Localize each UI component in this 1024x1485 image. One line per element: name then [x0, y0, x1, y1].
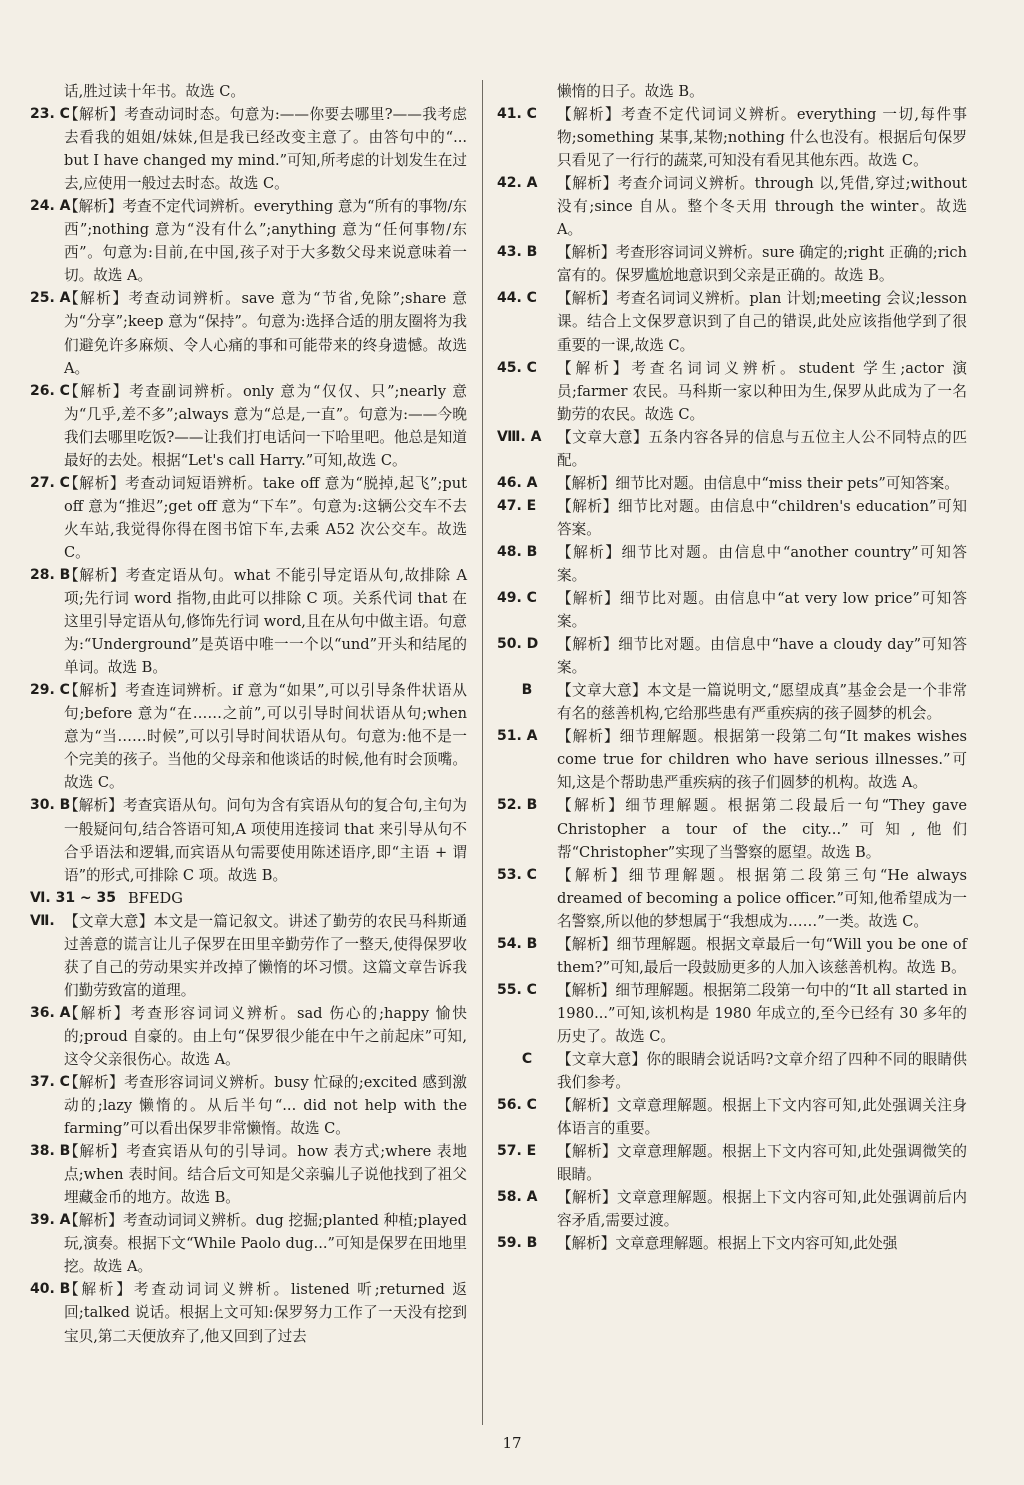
explanation-text: 【解析】细节理解题。根据第二段最后一句“They gave Christopher a tour of the city...”可知,他们帮“Christopher”实现了当警察的愿望。故选 B。 [557, 797, 967, 861]
explanation-text: 【解析】考查形容词词义辨析。busy 忙碌的;excited 感到激动的;lazy 懒惰的。从后半句“... did not help with the farming”可以看出保罗非常懒惰。故选 C。 [64, 1074, 467, 1138]
answer-entry [497, 172, 967, 241]
question-number: Ⅶ. [30, 912, 55, 929]
answer-entry [497, 725, 967, 794]
explanation-text: 【解析】细节比对题。由信息中“children's education”可知答案。 [557, 497, 967, 538]
explanation-text: 【解析】细节比对题。由信息中“at very low price”可知答案。 [557, 590, 967, 631]
explanation-text: 【解析】细节理解题。根据第一段第二句“It makes wishes come true for children who have serious illnesses.”可知,这是个帮助患严重疾病的孩子们圆梦的机构。故选 A。 [557, 728, 967, 792]
answer-entry [497, 472, 967, 495]
explanation-text: 【文章大意】你的眼睛会说话吗?文章介绍了四种不同的眼睛供我们参考。 [557, 1050, 967, 1092]
question-number: 42. A [497, 175, 538, 192]
question-number: 52. B [497, 797, 538, 814]
question-number: 23. C [30, 106, 70, 123]
answer-entry [30, 472, 467, 564]
answer-entry [497, 287, 967, 356]
explanation-text: 【解析】考查介词词义辨析。through 以,凭借,穿过;without 没有;since 自从。整个冬天用 through the winter。故选 A。 [557, 175, 967, 239]
answer-entry [30, 679, 467, 794]
answer-entry [497, 1186, 967, 1232]
explanation-text: 【解析】细节比对题。由信息中“another country”可知答案。 [557, 543, 967, 584]
explanation-text: 【解析】文章意理解题。根据上下文内容可知,此处强调微笑的眼睛。 [557, 1143, 967, 1184]
question-number: 53. C [497, 866, 537, 883]
explanation-text: 【解析】考查不定代词辨析。everything 意为“所有的事物/东西”;nothing 意为“没有什么”;anything 意为“任何事物/东西”。句意为:目前,在中国,孩子对于大多数父母来说意味着一切。故选 A。 [64, 198, 467, 285]
question-number: 39. A [30, 1212, 71, 1229]
answer-entry [30, 80, 467, 103]
question-number: 51. A [497, 728, 538, 745]
answer-entry [30, 1278, 467, 1347]
question-number: 26. C [30, 382, 70, 399]
explanation-text: 【解析】考查动词词义辨析。listened 听;returned 返回;talked 说话。根据上文可知:保罗努力工作了一天没有挖到宝贝,第二天便放弃了,他又回到了过去 [64, 1281, 467, 1345]
explanation-text: 【解析】文章意理解题。根据上下文内容可知,此处强 [557, 1235, 898, 1253]
question-number: 40. B [30, 1281, 71, 1298]
question-number: 58. A [497, 1189, 538, 1206]
question-number: 24. A [30, 198, 71, 215]
answer-entry [497, 979, 967, 1048]
explanation-text: BFEDG [128, 889, 183, 907]
answer-entry [30, 887, 467, 910]
answer-entry [497, 103, 967, 172]
explanation-text: 【解析】细节理解题。根据第二段第三句“He always dreamed of becoming a police officer.”可知,他希望成为一名警察,所以他的梦想属于“我想成为……”一类。故选 C。 [557, 866, 967, 930]
page-number: 17 [502, 1434, 522, 1452]
explanation-text: 【解析】考查不定代词词义辨析。everything 一切,每件事物;something 某事,某物;nothing 什么也没有。根据后句保罗只看见了一行行的蔬菜,可知没有看见其他东西。故选 C。 [557, 106, 967, 170]
explanation-text: 【解析】考查连词辨析。if 意为“如果”,可以引导条件状语从句;before 意为“在……之前”,可以引导时间状语从句;when 意为“当……时候”,可以引导时间状语从句。句意为:他不是一个完美的孩子。当他的父母亲和他谈话的时候,他有时会顶嘴。故选 C。 [64, 682, 467, 792]
left-column [30, 80, 467, 1348]
answer-entry [497, 426, 967, 472]
answer-entry [30, 794, 467, 886]
question-number: 45. C [497, 359, 537, 376]
question-number: 46. A [497, 474, 538, 491]
continued-text: 话,胜过读十年书。故选 C。 [64, 83, 245, 100]
answer-entry [497, 679, 967, 725]
column-divider [482, 80, 483, 1425]
answer-entry [497, 1140, 967, 1186]
answer-entry [497, 541, 967, 587]
explanation-text: 【解析】细节理解题。根据文章最后一句“Will you be one of them?”可知,最后一段鼓励更多的人加入该慈善机构。故选 B。 [557, 935, 967, 976]
question-number: 28. B [30, 566, 71, 583]
explanation-text: 【解析】考查副词辨析。only 意为“仅仅、只”;nearly 意为“几乎,差不多”;always 意为“总是,一直”。句意为:——今晚我们去哪里吃饭?——让我们打电话问一下哈里吧。他总是知道最好的去处。根据“Let's call Harry.”可知,故选 C。 [64, 382, 467, 469]
answer-entry [30, 195, 467, 287]
question-number: 47. E [497, 497, 537, 514]
explanation-text: 【解析】考查动词辨析。save 意为“节省,免除”;share 意为“分享”;keep 意为“保持”。句意为:选择合适的朋友圈将为我们避免许多麻烦、令人心痛的事和可能带来的终身遗憾。故选 A。 [64, 290, 467, 377]
explanation-text: 【解析】细节比对题。由信息中“miss their pets”可知答案。 [557, 474, 959, 492]
answer-entry [30, 564, 467, 679]
answer-entry [497, 241, 967, 287]
answer-entry [497, 357, 967, 426]
answer-entry [30, 1002, 467, 1071]
answer-entry [30, 910, 467, 1002]
explanation-text: 【解析】考查形容词词义辨析。sure 确定的;right 正确的;rich 富有的。保罗尴尬地意识到父亲是正确的。故选 B。 [557, 244, 967, 285]
question-number: 49. C [497, 590, 537, 607]
question-number: 44. C [497, 290, 537, 307]
question-number: Ⅷ. A [497, 428, 542, 445]
answer-entry [497, 587, 967, 633]
question-number: 48. B [497, 543, 538, 560]
explanation-text: 【解析】考查名词词义辨析。student 学生;actor 演员;farmer 农民。马科斯一家以种田为生,保罗从此成为了一名勤劳的农民。故选 C。 [557, 359, 967, 423]
question-number: 59. B [497, 1235, 538, 1252]
question-number: 50. D [497, 636, 539, 653]
explanation-text: 【解析】细节比对题。由信息中“have a cloudy day”可知答案。 [557, 636, 967, 677]
explanation-text: 【解析】考查定语从句。what 不能引导定语从句,故排除 A 项;先行词 word 指物,由此可以排除 C 项。关系代词 that 在这里引导定语从句,修饰先行词 word,且在从句中做主语。句意为:“Underground”是英语中唯一一个以“und”开头和结尾的单词。故选 B。 [64, 566, 467, 677]
answer-entry [497, 794, 967, 863]
right-column [497, 80, 967, 1255]
explanation-text: 【解析】考查名词词义辨析。plan 计划;meeting 会议;lesson 课。结合上文保罗意识到了自己的错误,此处应该指他学到了很重要的一课,故选 C。 [557, 290, 967, 354]
question-number: 41. C [497, 106, 537, 123]
question-number: 56. C [497, 1097, 537, 1114]
answer-entry [497, 1232, 967, 1255]
explanation-text: 【解析】考查宾语从句的引导词。how 表方式;where 表地点;when 表时间。结合后文可知是父亲骗儿子说他找到了祖父埋藏金币的地方。故选 B。 [64, 1143, 467, 1207]
answer-entry [30, 287, 467, 379]
explanation-text: 【解析】文章意理解题。根据上下文内容可知,此处强调前后内容矛盾,需要过渡。 [557, 1189, 967, 1230]
answer-entry [497, 1048, 967, 1094]
answer-entry [497, 933, 967, 979]
answer-entry [30, 380, 467, 472]
explanation-text: 【解析】细节理解题。根据第二段第一句中的“It all started in 1980...”可知,该机构是 1980 年成立的,至今已经有 30 多年的历史了。故选 C。 [557, 981, 967, 1045]
explanation-text: 【解析】考查动词短语辨析。take off 意为“脱掉,起飞”;put off 意为“推迟”;get off 意为“下车”。句意为:这辆公交车不去火车站,我觉得你得在图书馆下车,去乘 A52 次公交车。故选 C。 [64, 474, 467, 561]
question-number: 27. C [30, 474, 70, 491]
continued-text: 懒惰的日子。故选 B。 [557, 83, 704, 100]
question-number: 57. E [497, 1143, 537, 1160]
explanation-text: 【解析】文章意理解题。根据上下文内容可知,此处强调关注身体语言的重要。 [557, 1097, 967, 1138]
explanation-text: 【解析】考查动词词义辨析。dug 挖掘;planted 种植;played 玩,演奏。根据下文“While Paolo dug...”可知是保罗在田地里挖。故选 A。 [64, 1212, 467, 1276]
answer-entry [30, 1140, 467, 1209]
question-number: C [521, 1050, 533, 1067]
answer-entry [497, 80, 967, 103]
answer-entry [497, 633, 967, 679]
question-number: 37. C [30, 1074, 70, 1091]
answer-entry [497, 1094, 967, 1140]
answer-entry [497, 495, 967, 541]
question-number: 36. A [30, 1004, 71, 1021]
question-number: 54. B [497, 935, 538, 952]
question-number: 30. B [30, 797, 71, 814]
question-number: B [521, 682, 533, 699]
question-number: 25. A [30, 290, 71, 307]
answer-entry [30, 1209, 467, 1278]
question-number: 38. B [30, 1143, 71, 1160]
question-number: Ⅵ. 31 ~ 35 [30, 889, 117, 906]
explanation-text: 【文章大意】本文是一篇说明文,“愿望成真”基金会是一个非常有名的慈善机构,它给那些患有严重疾病的孩子圆梦的机会。 [557, 682, 967, 723]
answer-entry [30, 103, 467, 195]
explanation-text: 【文章大意】五条内容各异的信息与五位主人公不同特点的匹配。 [557, 428, 967, 469]
question-number: 43. B [497, 244, 538, 261]
explanation-text: 【文章大意】本文是一篇记叙文。讲述了勤劳的农民马科斯通过善意的谎言让儿子保罗在田里辛勤劳作了一整天,使得保罗收获了自己的劳动果实并改掉了懒惰的坏习惯。这篇文章告诉我们勤劳致富的道理。 [64, 912, 467, 999]
explanation-text: 【解析】考查动词时态。句意为:——你要去哪里?——我考虑去看我的姐姐/妹妹,但是我已经改变主意了。由答句中的“... but I have changed my mind.”可知,所考虑的计划发生在过去,应使用一般过去时态。故选 C。 [64, 106, 467, 193]
question-number: 29. C [30, 682, 70, 699]
answer-entry [497, 864, 967, 933]
answer-entry [30, 1071, 467, 1140]
question-number: 55. C [497, 981, 537, 998]
explanation-text: 【解析】考查形容词词义辨析。sad 伤心的;happy 愉快的;proud 自豪的。由上句“保罗很少能在中午之前起床”可知,这令父亲很伤心。故选 A。 [64, 1004, 467, 1068]
explanation-text: 【解析】考查宾语从句。问句为含有宾语从句的复合句,主句为一般疑问句,结合答语可知,A 项使用连接词 that 来引导从句不合乎语法和逻辑,而宾语从句需要使用陈述语序,即“主语 + 谓语”的形式,可排除 C 项。故选 B。 [64, 797, 467, 884]
